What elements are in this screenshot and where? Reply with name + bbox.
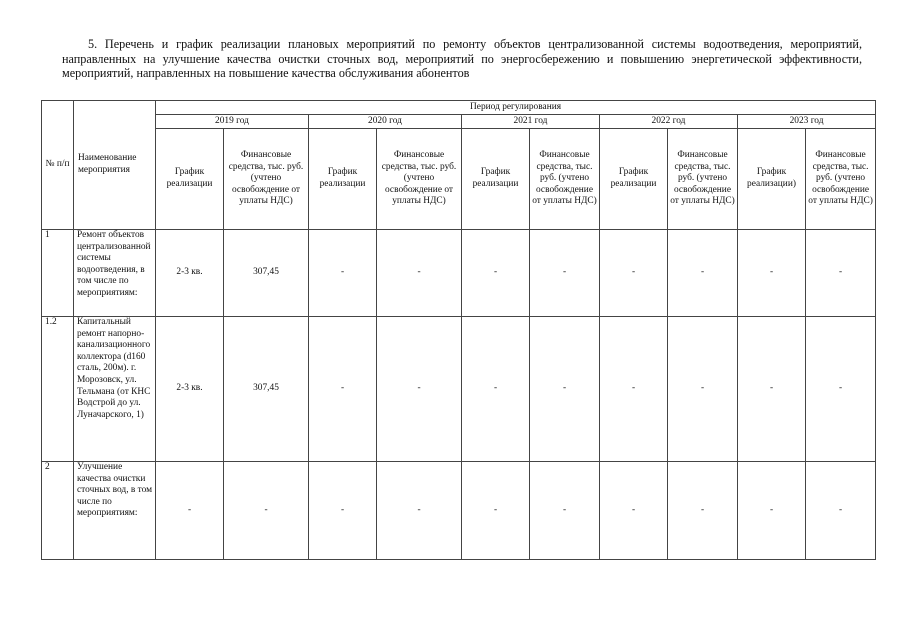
table-cell: - (668, 317, 738, 462)
column-header-number: № п/п (42, 101, 74, 230)
table-cell: - (600, 230, 668, 317)
subheader-schedule: График реализации (462, 129, 530, 230)
table-cell: - (156, 462, 224, 560)
subheader-schedule: График реализации) (738, 129, 806, 230)
table-cell: - (377, 317, 462, 462)
measure-name: Ремонт объектов централизованной системы водоотведения, в том числе по мероприятиям: (74, 230, 156, 317)
table-cell: - (806, 317, 876, 462)
table-cell: - (462, 317, 530, 462)
measure-name: Улучшение качества очистки сточных вод, в том числе по мероприятиям: (74, 462, 156, 560)
measure-name: Капитальный ремонт напорно-канализационного коллектора (d160 сталь, 200м). г. Морозовск, ул. Тельмана (от КНС Водстрой до ул. Луначарского, 1) (74, 317, 156, 462)
subheader-finance: Финансовые средства, тыс. руб. (учтено освобождение от уплаты НДС) (224, 129, 309, 230)
year-header-2021: 2021 год (462, 115, 600, 129)
table-row (42, 462, 876, 560)
subheader-finance: Финансовые средства, тыс. руб. (учтено освобождение от уплаты НДС) (377, 129, 462, 230)
table-cell: 2-3 кв. (156, 230, 224, 317)
year-header-2019: 2019 год (156, 115, 309, 129)
subheader-finance: Финансовые средства, тыс. руб. (учтено освобождение от уплаты НДС) (806, 129, 876, 230)
table-cell: - (377, 462, 462, 560)
table-cell: - (600, 462, 668, 560)
table-cell: - (377, 230, 462, 317)
table-cell: - (738, 230, 806, 317)
table-cell: - (309, 462, 377, 560)
table-cell: 2-3 кв. (156, 317, 224, 462)
table-cell: - (668, 230, 738, 317)
table-row (42, 317, 876, 462)
table-cell: - (530, 230, 600, 317)
year-header-2022: 2022 год (600, 115, 738, 129)
table-cell: - (806, 230, 876, 317)
table-cell: - (462, 230, 530, 317)
subheader-finance: Финансовые средства, тыс. руб. (учтено освобождение от уплаты НДС) (668, 129, 738, 230)
year-header-2020: 2020 год (309, 115, 462, 129)
table-row (42, 230, 876, 317)
row-number: 1.2 (42, 317, 74, 462)
period-header: Период регулирования (156, 101, 876, 115)
subheader-schedule: График реализации (309, 129, 377, 230)
table-cell: - (806, 462, 876, 560)
table-cell: - (224, 462, 309, 560)
table-cell: - (462, 462, 530, 560)
table-cell: - (738, 462, 806, 560)
table-cell: - (309, 317, 377, 462)
table-cell: - (530, 462, 600, 560)
table-cell: - (309, 230, 377, 317)
subheader-schedule: График реализации (156, 129, 224, 230)
table-cell: - (738, 317, 806, 462)
year-header-2023: 2023 год (738, 115, 876, 129)
column-header-name: Наименование мероприятия (74, 101, 156, 230)
section-heading-text: 5. Перечень и график реализации плановых мероприятий по ремонту объектов централизованной системы водоотведения, мероприятий, направленных на улучшение качества очистки сточных вод, мероприятий по энергосбережению и повышению энергетической эффективности, мероприятий, направленных на повышение качества обслуживания абонентов (62, 37, 862, 80)
subheader-schedule: График реализации (600, 129, 668, 230)
section-heading (62, 37, 862, 81)
table-cell: - (668, 462, 738, 560)
table-cell: - (530, 317, 600, 462)
measures-schedule-table (41, 100, 876, 560)
subheader-finance: Финансовые средства, тыс. руб. (учтено освобождение от уплаты НДС) (530, 129, 600, 230)
row-number: 2 (42, 462, 74, 560)
table-cell: 307,45 (224, 317, 309, 462)
table-cell: 307,45 (224, 230, 309, 317)
row-number: 1 (42, 230, 74, 317)
table-cell: - (600, 317, 668, 462)
